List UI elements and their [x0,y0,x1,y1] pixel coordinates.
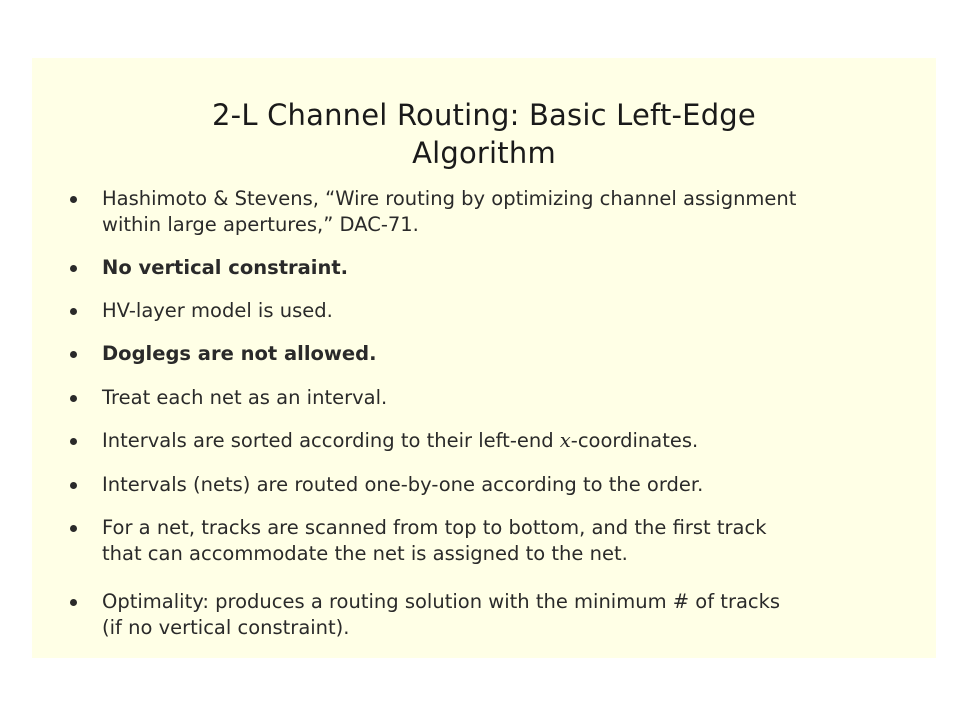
bullet-item-interval [70,385,920,411]
bullet-text-before: Intervals are sorted according to their left-end [102,429,560,452]
bullet-dot-icon [70,265,77,272]
bullet-dot-icon [70,196,77,203]
bullet-dot-icon [70,395,77,402]
bullet-item-doglegs [70,341,920,367]
title-line-1: 2-L Channel Routing: Basic Left-Edge [212,98,756,132]
bullet-text: Intervals (nets) are routed one-by-one according to the order. [102,473,704,496]
bullet-dot-icon [70,599,77,606]
bullet-dot-icon [70,351,77,358]
bullet-item-no-vertical-constraint [70,255,920,281]
bullet-item-reference [70,186,920,238]
title-line-2: Algorithm [412,136,556,170]
slide-title [32,96,936,172]
bullet-item-hv-layer [70,298,920,324]
bullet-text: HV-layer model is used. [102,299,333,322]
bullet-item-sorted [70,428,920,454]
bullet-dot-icon [70,438,77,445]
bullet-text: Doglegs are not allowed. [102,342,377,365]
bullet-dot-icon [70,525,77,532]
bullet-text: Optimality: produces a routing solution with the minimum # of tracks (if no vertical constraint). [102,590,781,639]
bullet-dot-icon [70,308,77,315]
bullet-text [102,428,920,454]
slide [32,58,936,658]
bullet-item-tracks-scanned [70,515,920,567]
bullet-dot-icon [70,482,77,489]
bullet-text-after: -coordinates. [570,429,699,452]
math-variable-x: x [559,429,571,452]
bullet-text: Treat each net as an interval. [102,386,388,409]
bullet-text: No vertical constraint. [102,256,349,279]
bullet-item-optimality [70,589,920,641]
bullet-item-routed-order [70,472,920,498]
bullet-text: For a net, tracks are scanned from top to bottom, and the first track that can accommodate the net is assigned to the net. [102,516,767,565]
bullet-text: Hashimoto & Stevens, “Wire routing by optimizing channel assignment within large apertures,” DAC-71. [102,187,797,236]
